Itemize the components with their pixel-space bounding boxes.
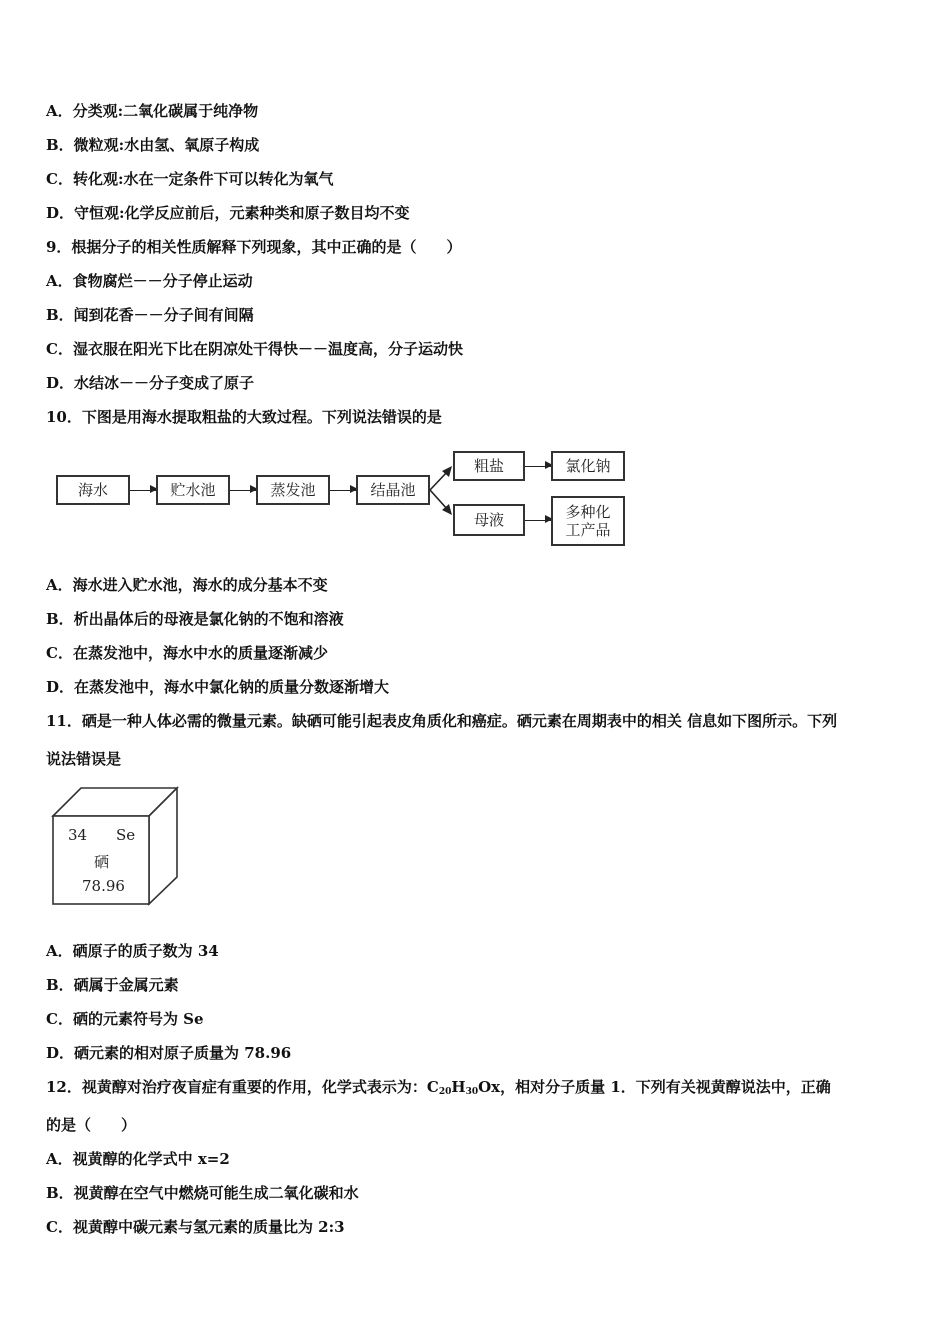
box-evaporation: 蒸发池 bbox=[256, 475, 330, 505]
q8-option-b: B．微粒观:水由氢、氧原子构成 bbox=[46, 136, 260, 154]
box-chemical-products-line2: 工产品 bbox=[565, 521, 611, 539]
salt-flow-diagram bbox=[50, 440, 640, 550]
q9-option-a: A．食物腐烂－－分子停止运动 bbox=[46, 272, 253, 290]
formula-h: H bbox=[451, 1078, 466, 1096]
q10-option-b: B．析出晶体后的母液是氯化钠的不饱和溶液 bbox=[46, 610, 344, 628]
formula-h-count: 30 bbox=[465, 1087, 479, 1097]
formula-o: Ox bbox=[478, 1078, 501, 1096]
atomic-mass: 78.96 bbox=[82, 877, 125, 895]
atomic-number: 34 bbox=[68, 826, 88, 844]
q10-option-a: A．海水进入贮水池，海水的成分基本不变 bbox=[46, 576, 328, 594]
box-seawater: 海水 bbox=[56, 475, 130, 505]
q11-option-d: D．硒元素的相对原子质量为 78.96 bbox=[46, 1044, 292, 1062]
arrow bbox=[525, 520, 551, 521]
q11-option-a: A．硒原子的质子数为 34 bbox=[46, 942, 219, 960]
box-chemical-products bbox=[551, 496, 625, 546]
q10-stem: 10．下图是用海水提取粗盐的大致过程。下列说法错误的是 bbox=[46, 408, 442, 426]
box-reservoir: 贮水池 bbox=[156, 475, 230, 505]
element-symbol: Se bbox=[116, 826, 136, 844]
box-chemical-products-line1: 多种化 bbox=[565, 503, 611, 521]
q12-stem-prefix: 12．视黄醇对治疗夜盲症有重要的作用，化学式表示为： bbox=[46, 1078, 427, 1096]
box-crystallization: 结晶池 bbox=[356, 475, 430, 505]
q12-option-c: C．视黄醇中碳元素与氢元素的质量比为 2:3 bbox=[46, 1218, 345, 1236]
q9-option-d: D．水结冰－－分子变成了原子 bbox=[46, 374, 255, 392]
q8-option-c: C．转化观:水在一定条件下可以转化为氧气 bbox=[46, 170, 334, 188]
q12-stem-line1 bbox=[46, 1077, 831, 1102]
q9-option-c: C．湿衣服在阳光下比在阴凉处干得快－－温度高，分子运动快 bbox=[46, 340, 463, 358]
q8-option-d: D．守恒观:化学反应前后，元素种类和原子数目均不变 bbox=[46, 204, 410, 222]
q12-stem-suffix: ，相对分子质量 1．下列有关视黄醇说法中，正确 bbox=[500, 1078, 831, 1096]
selenium-element-card bbox=[50, 786, 180, 906]
arrow bbox=[525, 466, 551, 467]
q11-stem-line2: 说法错误是 bbox=[46, 750, 122, 768]
q10-option-c: C．在蒸发池中，海水中水的质量逐渐减少 bbox=[46, 644, 328, 662]
q12-option-a: A．视黄醇的化学式中 x=2 bbox=[46, 1150, 230, 1168]
box-sodium-chloride: 氯化钠 bbox=[551, 451, 625, 481]
q9-stem: 9．根据分子的相关性质解释下列现象，其中正确的是（ ） bbox=[46, 238, 462, 256]
formula-c-count: 20 bbox=[438, 1087, 452, 1097]
q8-option-a: A．分类观:二氧化碳属于纯净物 bbox=[46, 102, 259, 120]
q9-option-b: B．闻到花香－－分子间有间隔 bbox=[46, 306, 254, 324]
q11-option-c: C．硒的元素符号为 Se bbox=[46, 1010, 204, 1028]
formula-c: C bbox=[426, 1078, 439, 1096]
q10-option-d: D．在蒸发池中，海水中氯化钠的质量分数逐渐增大 bbox=[46, 678, 390, 696]
q12-option-b: B．视黄醇在空气中燃烧可能生成二氧化碳和水 bbox=[46, 1184, 359, 1202]
element-name: 硒 bbox=[94, 853, 110, 871]
q11-option-b: B．硒属于金属元素 bbox=[46, 976, 179, 994]
q12-stem-line2: 的是（ ） bbox=[46, 1116, 137, 1134]
box-mother-liquor: 母液 bbox=[453, 504, 525, 536]
q11-stem-line1: 11．硒是一种人体必需的微量元素。缺硒可能引起表皮角质化和癌症。硒元素在周期表中的相关 信息如下图所示。下列 bbox=[46, 712, 838, 730]
box-crude-salt: 粗盐 bbox=[453, 451, 525, 481]
